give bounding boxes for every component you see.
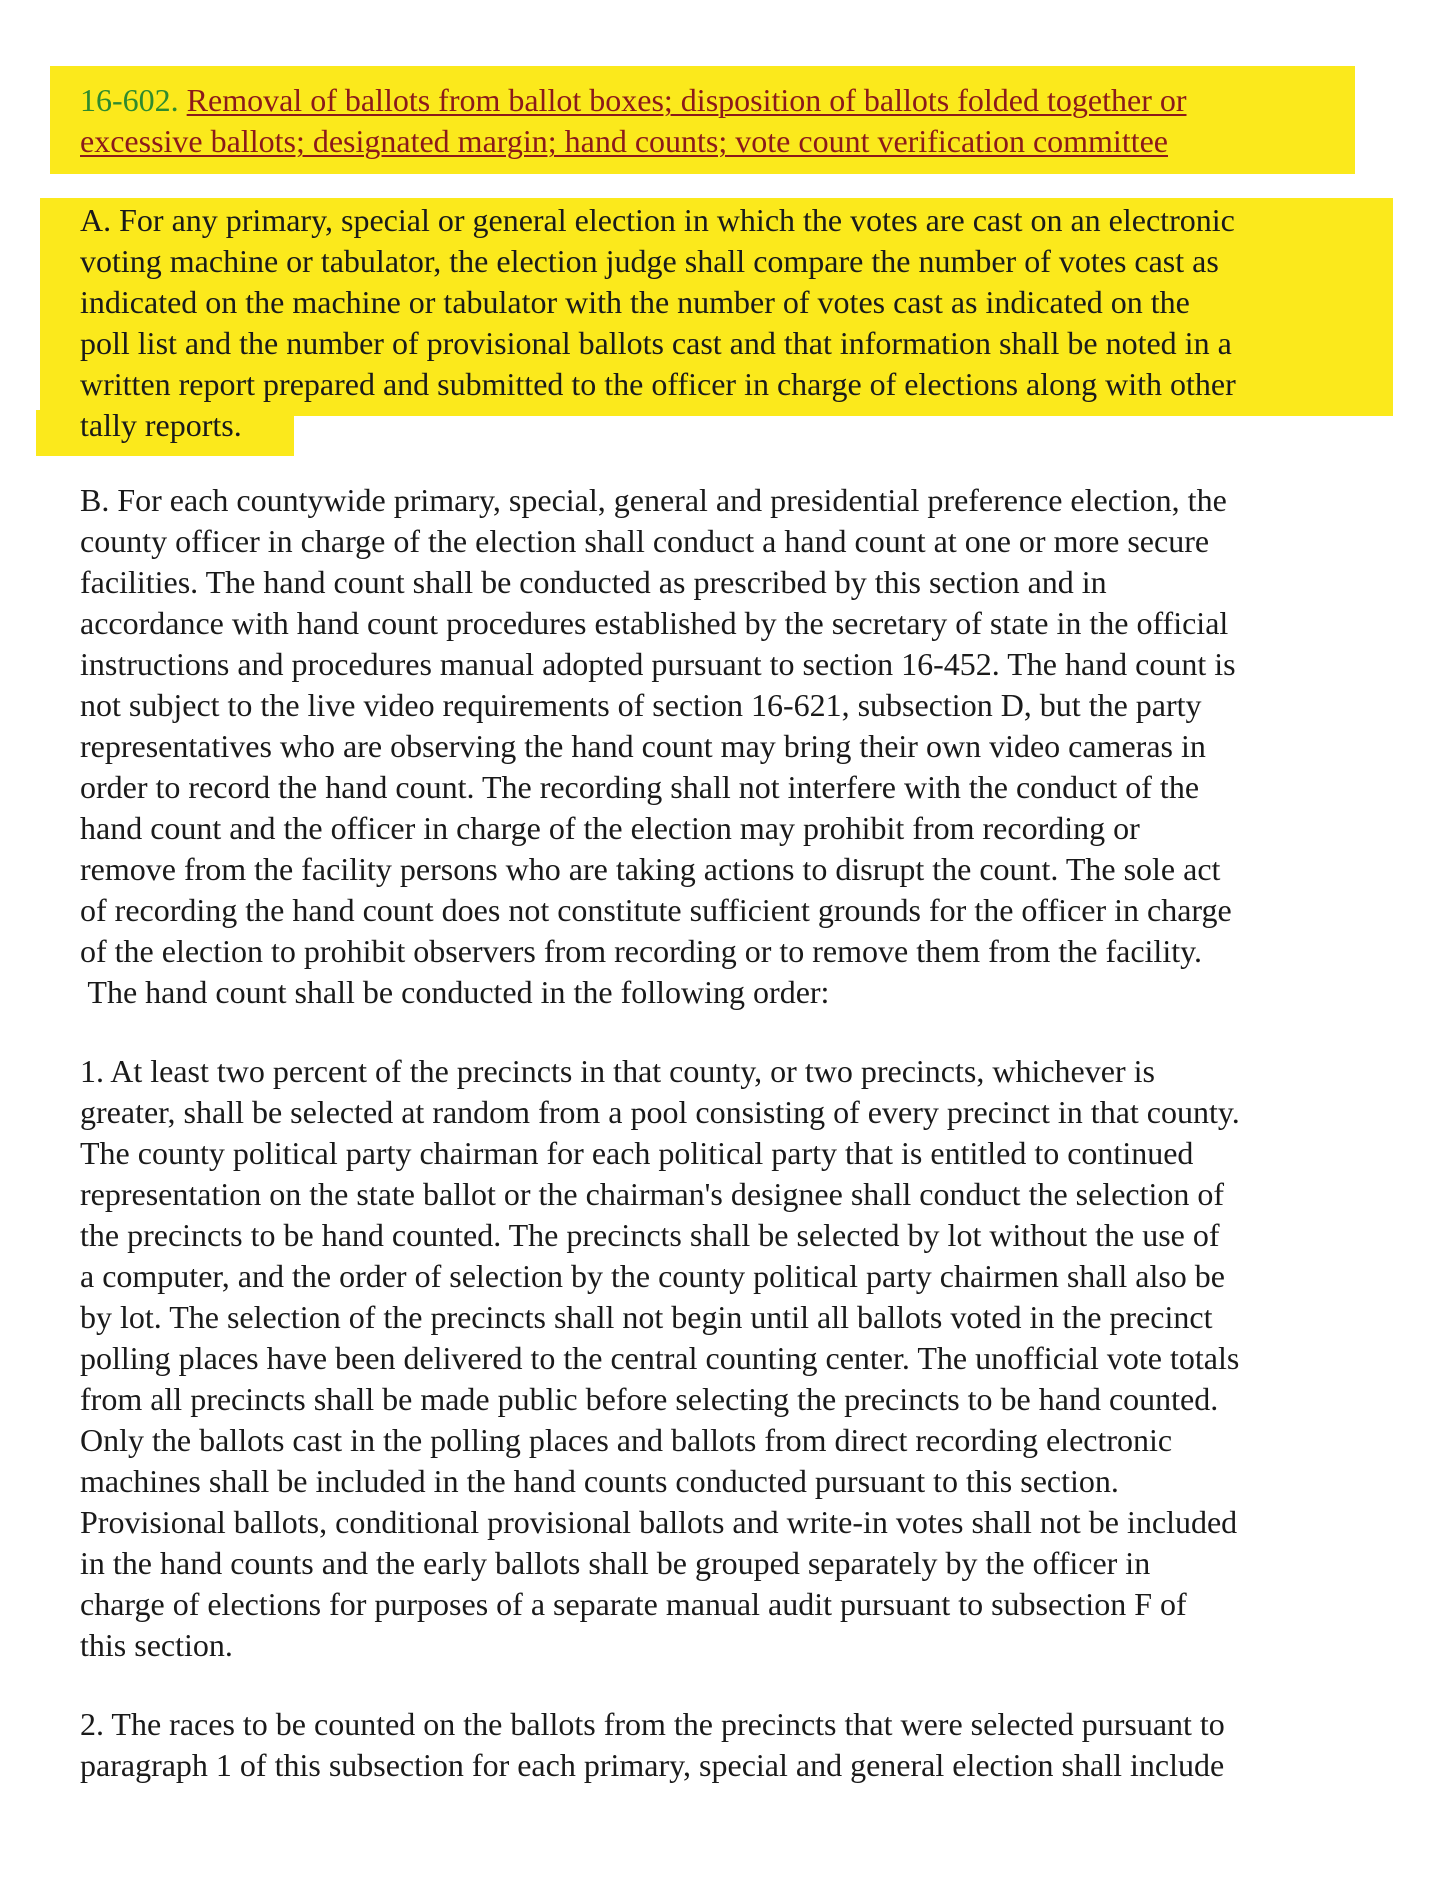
para-a-line: indicated on the machine or tabulator with the number of votes cast as indicated on the	[80, 284, 1190, 320]
para-2-line: paragraph 1 of this subsection for each primary, special and general election shall include	[80, 1747, 1225, 1783]
para-1-line: Provisional ballots, conditional provisional ballots and write-in votes shall not be included	[80, 1504, 1238, 1540]
para-1-line: charge of elections for purposes of a separate manual audit pursuant to subsection F of	[80, 1586, 1187, 1622]
para-b-line: remove from the facility persons who are taking actions to disrupt the count. The sole act	[80, 851, 1221, 887]
para-2-line: 2. The races to be counted on the ballots from the precincts that were selected pursuant to	[80, 1706, 1225, 1742]
para-b-line: order to record the hand count. The recording shall not interfere with the conduct of the	[80, 769, 1200, 805]
para-1-line: representation on the state ballot or the chairman's designee shall conduct the selection of	[80, 1176, 1225, 1212]
para-1-line: from all precincts shall be made public before selecting the precincts to be hand counted.	[80, 1381, 1219, 1417]
para-1-line: 1. At least two percent of the precincts in that county, or two precincts, whichever is	[80, 1053, 1155, 1089]
para-1-line: a computer, and the order of selection by the county political party chairmen shall also be	[80, 1258, 1225, 1294]
para-a-line: tally reports.	[80, 407, 242, 443]
para-1-line: The county political party chairman for each political party that is entitled to continued	[80, 1135, 1194, 1171]
para-b-line: of recording the hand count does not constitute sufficient grounds for the officer in charge	[80, 892, 1232, 928]
para-b-line: not subject to the live video requirements of section 16-621, subsection D, but the party	[80, 687, 1202, 723]
para-1-line: the precincts to be hand counted. The precincts shall be selected by lot without the use of	[80, 1217, 1220, 1253]
para-1-line: Only the ballots cast in the polling places and ballots from direct recording electronic	[80, 1422, 1173, 1458]
section-heading: 16-602. Removal of ballots from ballot boxes; disposition of ballots folded together or	[80, 82, 1187, 118]
para-1-line: this section.	[80, 1627, 233, 1663]
para-b-line: of the election to prohibit observers from recording or to remove them from the facility.	[80, 933, 1203, 969]
section-number: 16-602	[80, 82, 171, 118]
para-1-line: polling places have been delivered to the central counting center. The unofficial vote totals	[80, 1340, 1240, 1376]
para-a-line: voting machine or tabulator, the election judge shall compare the number of votes cast as	[80, 243, 1219, 279]
para-b-line: facilities. The hand count shall be conducted as prescribed by this section and in	[80, 564, 1107, 600]
section-heading-cont	[80, 121, 1168, 162]
para-a-line: written report prepared and submitted to the officer in charge of elections along with other	[80, 366, 1236, 402]
para-1-line: machines shall be included in the hand counts conducted pursuant to this section.	[80, 1463, 1119, 1499]
section-title-line-2: excessive ballots; designated margin; hand counts; vote count verification committee	[80, 123, 1168, 159]
para-a-line: poll list and the number of provisional ballots cast and that information shall be noted in a	[80, 325, 1232, 361]
para-a-line: A. For any primary, special or general election in which the votes are cast on an electronic	[80, 202, 1235, 238]
para-b-line: instructions and procedures manual adopted pursuant to section 16-452. The hand count is	[80, 646, 1236, 682]
para-b-line: representatives who are observing the hand count may bring their own video cameras in	[80, 728, 1206, 764]
para-b-line: B. For each countywide primary, special, general and presidential preference election, the	[80, 482, 1227, 518]
para-1-line: greater, shall be selected at random from a pool consisting of every precinct in that county.	[80, 1094, 1240, 1130]
section-title-line-1: Removal of ballots from ballot boxes; disposition of ballots folded together or	[186, 82, 1187, 118]
para-b-line: The hand count shall be conducted in the following order:	[80, 974, 830, 1010]
para-1-line: in the hand counts and the early ballots shall be grouped separately by the officer in	[80, 1545, 1151, 1581]
para-b-line: county officer in charge of the election shall conduct a hand count at one or more secure	[80, 523, 1210, 559]
para-b-line: accordance with hand count procedures established by the secretary of state in the official	[80, 605, 1229, 641]
para-b-line: hand count and the officer in charge of the election may prohibit from recording or	[80, 810, 1140, 846]
para-1-line: by lot. The selection of the precincts shall not begin until all ballots voted in the precinct	[80, 1299, 1213, 1335]
